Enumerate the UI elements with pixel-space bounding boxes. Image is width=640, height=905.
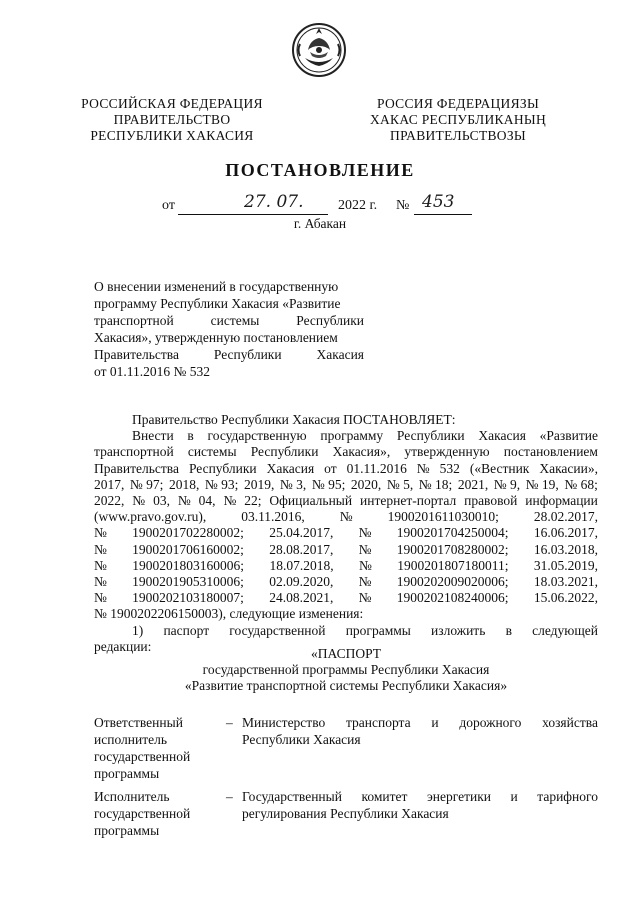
label-line: Исполнитель [94, 789, 170, 804]
word: 1900201905310006; [132, 574, 244, 590]
passport-subtitle: государственной программы Республики Хакасия [202, 662, 490, 678]
word: 1900201704250004; [396, 525, 509, 541]
word: транспортной [94, 444, 174, 460]
subject-line [94, 346, 364, 363]
word: 31.05.2019, [533, 557, 598, 573]
word: Государственный [242, 789, 342, 804]
body-line [94, 542, 598, 558]
word: государственной [229, 622, 326, 638]
word: Официальный [269, 493, 353, 509]
passport-row-value [242, 788, 598, 822]
word: Хакасия [478, 428, 526, 444]
word: № 3, [279, 476, 307, 492]
word: Республики [396, 428, 465, 444]
word: Правительства [94, 347, 179, 362]
word: изложить [431, 622, 486, 638]
word: в [187, 428, 194, 444]
label-line: исполнитель [94, 732, 167, 747]
word: и [431, 715, 439, 730]
item-1-line [94, 623, 598, 639]
word: («Вестник [469, 460, 530, 476]
word: 1900202108240006; [396, 590, 509, 606]
word: № [94, 557, 107, 573]
word: 1) [132, 622, 144, 638]
date-underline [178, 214, 328, 215]
word: 18.03.2021, [533, 574, 598, 590]
word: от 01.11.2016 № 532 [94, 364, 210, 379]
passport-row-dash: – [226, 715, 233, 730]
word: Хакасии», [539, 460, 598, 476]
word: № [223, 493, 237, 509]
word: 01.11.2016 [346, 460, 407, 476]
word: 1900201708280002; [396, 541, 509, 557]
date-handwritten: 27. 07. [244, 192, 304, 212]
word: 2019, [243, 476, 275, 492]
word: 1900201702280002; [132, 525, 244, 541]
word: Хакасия», утвержденную постановлением [94, 330, 338, 345]
word: 2020, [350, 476, 382, 492]
date-number-line [162, 192, 492, 218]
body-line [94, 444, 598, 460]
word: 1900201803160006; [132, 557, 245, 573]
passport-program-name: «Развитие транспортной системы Республики Хакасия» [184, 678, 508, 694]
word: 18.07.2018, [269, 557, 334, 573]
word: № 68; [564, 476, 598, 492]
word: 22; [244, 493, 262, 509]
word: энергетики [426, 789, 491, 804]
body-line [94, 574, 598, 590]
coat-of-arms-emblem [288, 20, 350, 80]
word: программу Республики Хакасия «Развитие [94, 296, 341, 311]
label-line: программы [94, 766, 160, 781]
word: государственную [207, 428, 307, 444]
word: «Развитие [539, 428, 598, 444]
resolution-body [94, 412, 598, 655]
document-subject [94, 278, 364, 380]
subject-line [94, 363, 364, 380]
word: № [358, 590, 372, 606]
word: паспорт [163, 622, 210, 638]
word: регулирования Республики Хакасия [242, 806, 449, 821]
word: 1900201706160002; [132, 541, 244, 557]
body-line [94, 558, 598, 574]
word: № [339, 509, 353, 525]
subject-line [94, 312, 364, 329]
header-left-line: РОССИЙСКАЯ ФЕДЕРАЦИЯ [81, 96, 263, 111]
word: Республики [213, 347, 282, 362]
label-line: программы [94, 823, 160, 838]
word: комитет [361, 789, 408, 804]
word: № 19, [525, 476, 559, 492]
passport-row-dash: – [226, 789, 233, 804]
value-line [242, 788, 598, 805]
number-label: № [396, 198, 410, 213]
word: 25.04.2017, [269, 525, 334, 541]
word: № 95; [311, 476, 346, 492]
word: № [94, 574, 107, 590]
word: транспорта [345, 715, 411, 730]
body-line [94, 493, 598, 509]
body-line-last: № 1900202206150003), следующие изменения: [94, 606, 364, 622]
subject-line [94, 295, 364, 312]
value-line [242, 714, 598, 731]
word: № 9, [493, 476, 521, 492]
header-left-line: РЕСПУБЛИКИ ХАКАСИЯ [90, 128, 254, 143]
word: № [358, 574, 372, 590]
word: № 93; [204, 476, 239, 492]
word: № 18; [418, 476, 453, 492]
word: 2022, [94, 493, 125, 509]
passport-title: «ПАСПОРТ [311, 646, 381, 661]
word: Правительства [94, 460, 179, 476]
word: утвержденную [404, 444, 490, 460]
subject-line [94, 329, 364, 346]
header-left-line: ПРАВИТЕЛЬСТВО [113, 112, 231, 127]
word: хозяйства [542, 715, 598, 730]
word: № [358, 525, 372, 541]
word: дорожного [459, 715, 522, 730]
document-title: ПОСТАНОВЛЕНИЕ [225, 160, 415, 180]
word: № [358, 557, 372, 573]
item-1-end: редакции: [94, 638, 152, 654]
word: 16.06.2017, [533, 525, 598, 541]
word: (www.pravo.gov.ru), [94, 509, 207, 525]
word: 15.06.2022, [533, 590, 598, 606]
word: Республики Хакасия [242, 732, 361, 747]
passport-row-label [94, 788, 224, 839]
word: 1900202103180007; [132, 590, 244, 606]
word: Хакасия», [332, 444, 391, 460]
header-right [358, 96, 558, 144]
body-line [94, 461, 598, 477]
word: информации [525, 493, 598, 509]
word: программу [320, 428, 384, 444]
word: 1900201807180011; [397, 557, 509, 573]
word: правовой [464, 493, 518, 509]
word: № [94, 590, 107, 606]
word: Хакасия [266, 460, 315, 476]
word: 28.02.2017, [533, 509, 598, 525]
word: системы [210, 313, 260, 328]
word: программы [345, 622, 411, 638]
place-of-issue: г. Абакан [293, 216, 347, 231]
word: Республики [250, 444, 319, 460]
word: № 5, [386, 476, 414, 492]
number-underline [414, 214, 472, 215]
word: 2017, [94, 476, 125, 492]
word: транспортной [94, 313, 174, 328]
body-line [94, 477, 598, 493]
label-line: государственной [94, 806, 191, 821]
passport-row-label [94, 714, 224, 782]
body-line [94, 590, 598, 606]
word: О внесении изменений в государственную [94, 279, 339, 294]
body-lines [94, 428, 598, 606]
word: № 97; [129, 476, 164, 492]
word: 2021, [457, 476, 489, 492]
word: Республики [296, 313, 364, 328]
word: 2018, [168, 476, 200, 492]
body-line [94, 525, 598, 541]
word: системы [187, 444, 237, 460]
header-right-line: ХАКАС РЕСПУБЛИКАНЫҢ [369, 112, 547, 127]
word: № [132, 493, 146, 509]
value-line [242, 731, 598, 748]
word: 16.03.2018, [533, 541, 598, 557]
date-year: 2022 г. [338, 198, 378, 213]
word: № [94, 541, 107, 557]
word: № [358, 541, 372, 557]
label-line: государственной [94, 749, 191, 764]
word: Хакасия [316, 347, 364, 362]
word: следующей [532, 622, 598, 638]
word: 03.11.2016, [241, 509, 305, 525]
word: № [177, 493, 191, 509]
word: 24.08.2021, [269, 590, 334, 606]
word: 02.09.2020, [269, 574, 334, 590]
word: Внести [132, 428, 174, 444]
word: Республики [188, 460, 257, 476]
number-handwritten: 453 [422, 192, 455, 212]
word: Министерство [242, 715, 326, 730]
word: 04, [198, 493, 216, 509]
word: интернет-портал [360, 493, 457, 509]
label-line: Ответственный [94, 715, 183, 730]
word: 1900201611030010; [387, 509, 499, 525]
word: и [510, 789, 518, 804]
date-prefix: от [162, 198, 175, 213]
resolution-intro: Правительство Республики Хакасия ПОСТАНОВЛЯЕТ: [132, 412, 456, 427]
word: 03, [153, 493, 170, 509]
body-line [94, 428, 598, 444]
passport-row-value [242, 714, 598, 748]
word: 532 [439, 460, 460, 476]
passport-heading [94, 646, 598, 695]
passport-table [94, 714, 598, 844]
header-left [72, 96, 272, 144]
word: № [416, 460, 430, 476]
word: 28.08.2017, [269, 541, 334, 557]
word: тарифного [537, 789, 598, 804]
header-right-line: РОССИЯ ФЕДЕРАЦИЯЗЫ [376, 96, 540, 111]
value-line [242, 805, 598, 822]
word: № [94, 525, 107, 541]
body-line [94, 509, 598, 525]
word: от [324, 460, 337, 476]
word: постановлением [503, 444, 598, 460]
header-right-line: ПРАВИТЕЛЬСТВОЗЫ [390, 128, 526, 143]
word: в [505, 622, 512, 638]
subject-line [94, 278, 364, 295]
word: 1900202009020006; [396, 574, 509, 590]
